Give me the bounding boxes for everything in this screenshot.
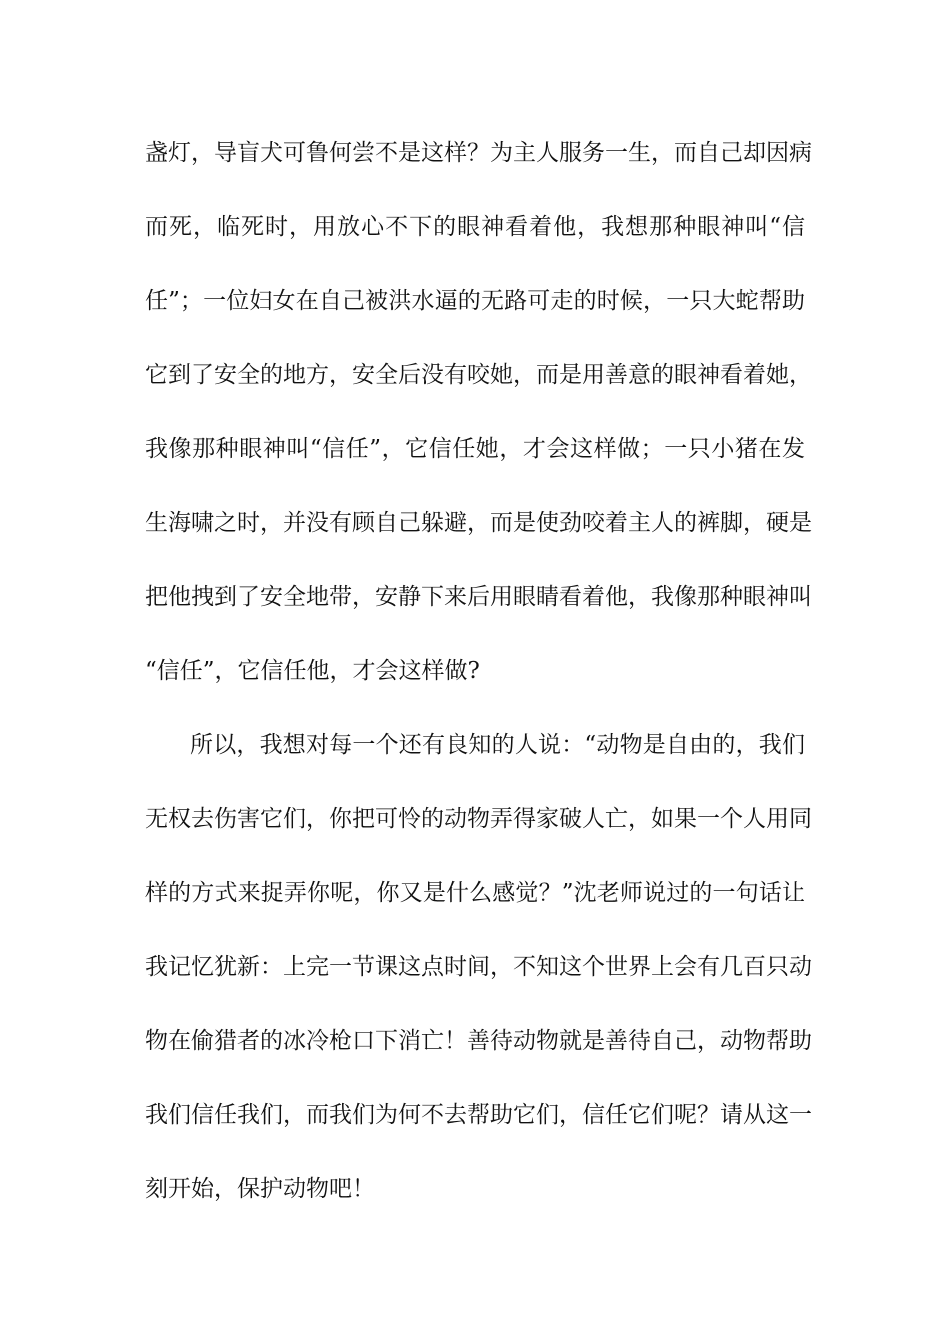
text-line: 我像那种眼神叫“信任”，它信任她，才会这样做；一只小猪在发 xyxy=(145,436,805,462)
text-line: 刻开始，保护动物吧！ xyxy=(145,1176,375,1202)
text-line: 它到了安全的地方，安全后没有咬她，而是用善意的眼神看着她， xyxy=(145,362,812,388)
text-line: 无权去伤害它们，你把可怜的动物弄得家破人亡，如果一个人用同 xyxy=(145,806,812,832)
text-line: 生海啸之时，并没有顾自己躲避，而是使劲咬着主人的裤脚，硬是 xyxy=(145,510,812,536)
text-line: 样的方式来捉弄你呢，你又是什么感觉？”沈老师说过的一句话让 xyxy=(145,880,805,906)
paragraph-first-line: 所以，我想对每一个还有良知的人说：“动物是自由的，我们 xyxy=(190,732,805,758)
text-line: 盏灯，导盲犬可鲁何尝不是这样？为主人服务一生，而自己却因病 xyxy=(145,140,812,166)
text-line: 我们信任我们，而我们为何不去帮助它们，信任它们呢？请从这一 xyxy=(145,1102,812,1128)
text-line: “信任”，它信任他，才会这样做? xyxy=(145,658,480,684)
text-line: 物在偷猎者的冰冷枪口下消亡！善待动物就是善待自己，动物帮助 xyxy=(145,1028,812,1054)
text-line: 任”；一位妇女在自己被洪水逼的无路可走的时候，一只大蛇帮助 xyxy=(145,288,805,314)
text-line: 我记忆犹新：上完一节课这点时间，不知这个世界上会有几百只动 xyxy=(145,954,812,980)
text-line: 把他拽到了安全地带，安静下来后用眼睛看着他，我像那种眼神叫 xyxy=(145,584,812,610)
text-line: 而死，临死时，用放心不下的眼神看着他，我想那种眼神叫“信 xyxy=(145,214,805,240)
